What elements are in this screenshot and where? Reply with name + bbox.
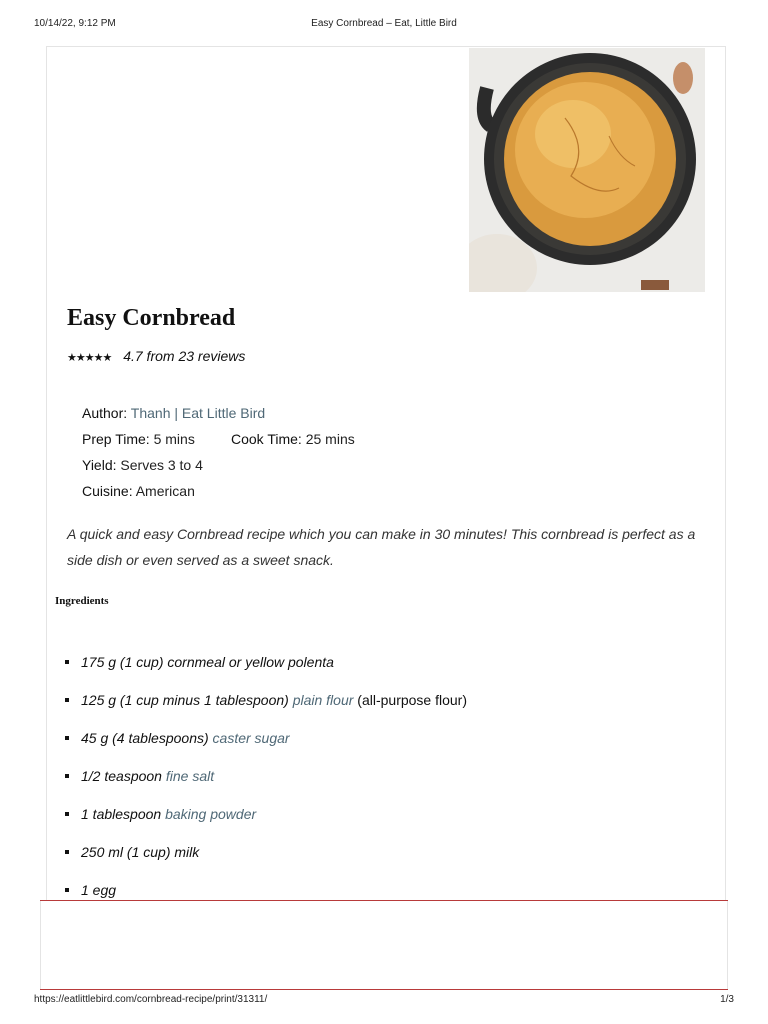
ingredient-text: 1 tablespoon bbox=[81, 806, 162, 822]
recipe-yield bbox=[82, 457, 203, 473]
page-break-line bbox=[40, 989, 728, 990]
ingredients-list bbox=[47, 643, 725, 909]
yield-value: Serves 3 to 4 bbox=[120, 457, 203, 473]
print-footer bbox=[34, 994, 734, 1008]
ingredient-text: 1/2 teaspoon bbox=[81, 768, 162, 784]
print-page-title: Easy Cornbread – Eat, Little Bird bbox=[311, 18, 457, 29]
ingredient-text: 1 egg bbox=[81, 882, 117, 898]
ingredient-text: 250 ml (1 cup) milk bbox=[81, 844, 200, 860]
cook-time-label: Cook Time: bbox=[231, 431, 302, 447]
recipe-photo bbox=[469, 48, 705, 292]
author-label: Author: bbox=[82, 405, 128, 421]
ingredient-link[interactable]: baking powder bbox=[165, 806, 257, 822]
ingredient-item bbox=[47, 757, 725, 795]
page-break-area bbox=[40, 901, 728, 989]
recipe-rating bbox=[67, 348, 245, 364]
recipe-title: Easy Cornbread bbox=[67, 305, 236, 331]
author-link[interactable]: Thanh | Eat Little Bird bbox=[130, 405, 266, 421]
rating-text: 4.7 from 23 reviews bbox=[123, 348, 246, 364]
print-url[interactable]: https://eatlittlebird.com/cornbread-recipe/print/31311/ bbox=[34, 994, 268, 1005]
ingredient-item bbox=[47, 681, 725, 719]
recipe-prep-time bbox=[82, 431, 195, 447]
recipe-cook-time bbox=[231, 431, 355, 447]
ingredient-note: (all-purpose flour) bbox=[357, 692, 468, 708]
prep-time-value: 5 mins bbox=[153, 431, 195, 447]
yield-label: Yield: bbox=[82, 457, 117, 473]
ingredient-text: 125 g (1 cup minus 1 tablespoon) bbox=[81, 692, 289, 708]
ingredient-text: 45 g (4 tablespoons) bbox=[81, 730, 209, 746]
recipe-card bbox=[46, 46, 726, 900]
rating-stars-icon[interactable]: ★★★★★ bbox=[67, 352, 112, 364]
print-date: 10/14/22, 9:12 PM bbox=[34, 18, 116, 29]
ingredient-link[interactable]: plain flour bbox=[292, 692, 354, 708]
ingredient-link[interactable]: fine salt bbox=[165, 768, 215, 784]
ingredients-heading: Ingredients bbox=[55, 595, 109, 607]
ingredient-link[interactable]: caster sugar bbox=[212, 730, 290, 746]
cuisine-value: American bbox=[135, 483, 195, 499]
ingredient-item bbox=[47, 833, 725, 871]
ingredient-text: 175 g (1 cup) cornmeal or yellow polenta bbox=[81, 654, 334, 670]
cook-time-value: 25 mins bbox=[305, 431, 355, 447]
recipe-summary: A quick and easy Cornbread recipe which you can make in 30 minutes! This cornbread is perfect as a side dish or even served as a sweet snack. bbox=[67, 526, 696, 568]
ingredient-item bbox=[47, 795, 725, 833]
ingredient-item bbox=[47, 719, 725, 757]
prep-time-label: Prep Time: bbox=[82, 431, 150, 447]
cuisine-label: Cuisine: bbox=[82, 483, 133, 499]
recipe-cuisine bbox=[82, 483, 195, 499]
ingredient-item bbox=[47, 643, 725, 681]
recipe-author bbox=[82, 405, 265, 421]
print-header bbox=[34, 18, 734, 32]
print-page-number: 1/3 bbox=[720, 994, 734, 1005]
